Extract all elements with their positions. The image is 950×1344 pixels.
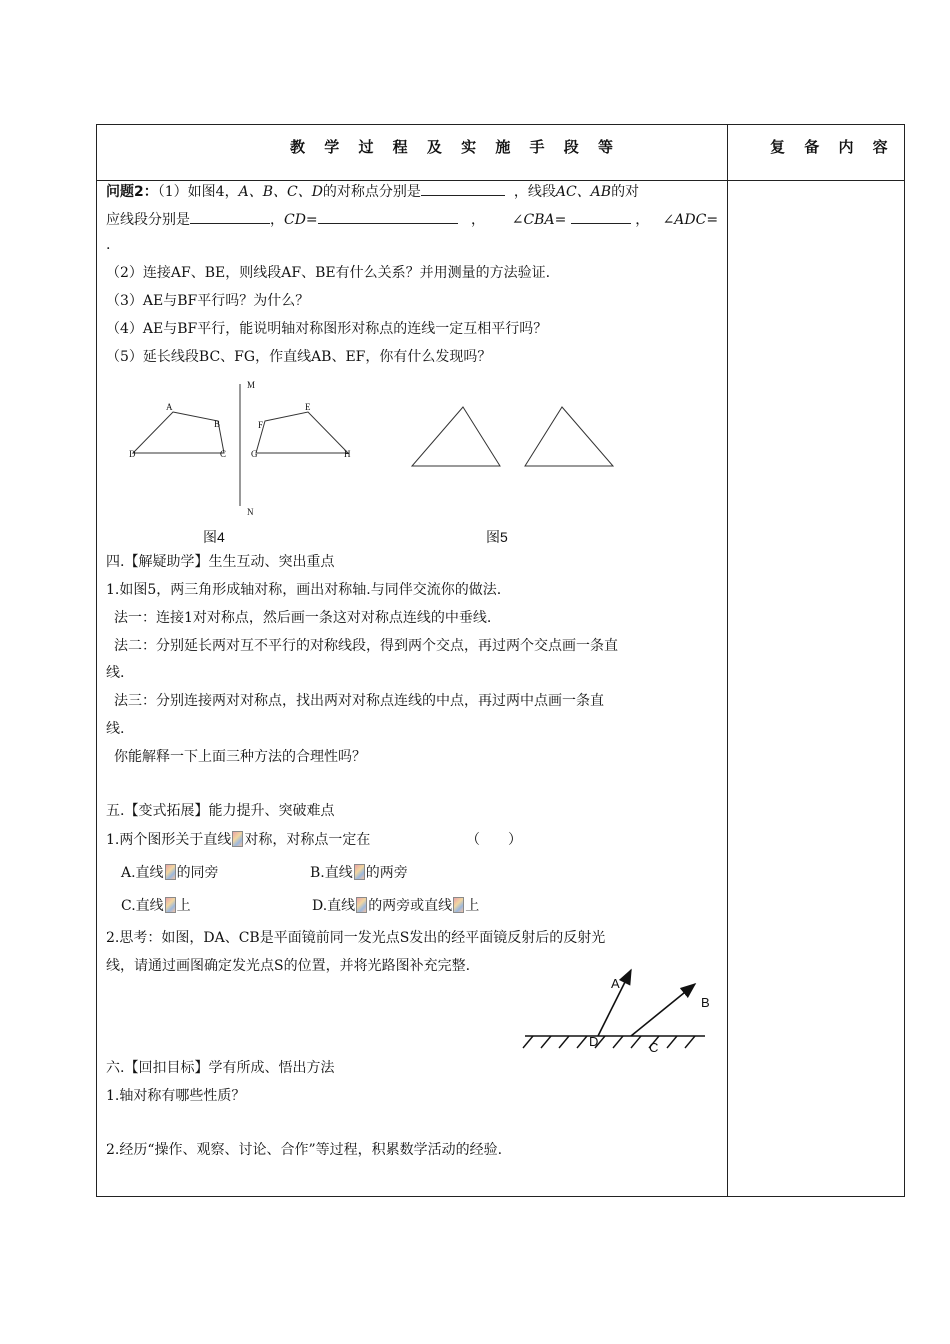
- fig4-label-h: H: [344, 449, 351, 459]
- sec4-method3b: 线.: [106, 721, 125, 737]
- fig4-label-a: A: [166, 402, 173, 412]
- option-a[interactable]: [121, 864, 219, 882]
- sec6-p1: 1.轴对称有哪些性质？: [106, 1088, 246, 1104]
- q2-cba: ∠CBA=: [511, 212, 567, 228]
- blank-3[interactable]: [318, 209, 458, 224]
- figure-4: [120, 378, 370, 518]
- q2-line2: [106, 209, 718, 229]
- triangle-left: [412, 407, 500, 466]
- fig4-label-e: E: [305, 402, 311, 412]
- option-a-text2: 的同旁: [176, 865, 219, 881]
- option-d[interactable]: [312, 897, 479, 915]
- line-l-symbol-icon: [356, 897, 367, 913]
- q2-segments: AC、AB: [555, 184, 612, 200]
- q2-l1a: （1）如图4，: [157, 184, 239, 200]
- fig5-caption: 图5: [486, 529, 508, 545]
- option-b[interactable]: [310, 864, 408, 882]
- lesson-table: [96, 124, 905, 1197]
- header-review-content: 复 备 内 容: [770, 138, 895, 156]
- sec4-title: 四.【解疑助学】生生互动、突出重点: [106, 554, 335, 570]
- line-l-symbol-icon: [354, 864, 365, 880]
- sec5-p2b: 线，请通过画图确定发光点S的位置，并将光路图补充完整.: [106, 958, 471, 974]
- sec5-p1b: 对称，对称点一定在: [244, 832, 371, 848]
- option-c-text2: 上: [176, 898, 191, 914]
- quadrilateral-abcd: [133, 412, 224, 453]
- sec6-title: 六.【回扣目标】学有所成、悟出方法: [106, 1060, 335, 1076]
- blank-1[interactable]: [421, 181, 505, 196]
- mirror-label-a: A: [611, 976, 620, 991]
- sec4-method2a: 法二：分别延长两对互不平行的对称线段，得到两个交点，再过两个交点画一条直: [114, 638, 618, 654]
- figure-5: [405, 400, 625, 475]
- fig4-label-b: B: [214, 419, 221, 429]
- q2-label: 问题2：: [106, 184, 158, 200]
- q2-sub5: （5）延长线段BC、FG，作直线AB、EF，你有什么发现吗？: [106, 349, 492, 365]
- q2-sub4: （4）AE与BF平行，能说明轴对称图形对称点的连线一定互相平行吗？: [106, 321, 548, 337]
- fig4-label-g: G: [251, 449, 258, 459]
- line-l-symbol-icon: [453, 897, 464, 913]
- fig4-label-c: C: [220, 449, 227, 459]
- q2-l1c: ，线段: [513, 184, 556, 200]
- sec5-p2a: 2.思考：如图，DA、CB是平面镜前同一发光点S发出的经平面镜反射后的反射光: [106, 930, 606, 946]
- q2-adc: ∠ADC=: [662, 212, 719, 228]
- sec6-p2: 2.经历“操作、观察、讨论、合作”等过程，积累数学活动的经验.: [106, 1142, 503, 1158]
- ray-cb: [631, 984, 695, 1036]
- sec4-method2b: 线.: [106, 665, 125, 681]
- mirror-label-d: D: [589, 1034, 599, 1049]
- blank-4[interactable]: [571, 209, 631, 224]
- q2-l2a: 应线段分别是: [106, 212, 190, 228]
- option-d-text2: 的两旁或直线: [368, 898, 453, 914]
- fig4-label-f: F: [258, 420, 264, 430]
- sec5-answer-paren[interactable]: （ ）: [466, 832, 522, 848]
- fig4-label-n: N: [247, 507, 254, 517]
- q2-sub2: （2）连接AF、BE，则线段AF、BE有什么关系？并用测量的方法验证.: [106, 265, 551, 281]
- sec4-method1: 法一：连接1对对称点，然后画一条这对对称点连线的中垂线.: [114, 610, 492, 626]
- fig4-label-d: D: [129, 449, 136, 459]
- sec5-title: 五.【变式拓展】能力提升、突破难点: [106, 803, 335, 819]
- sec4-question: 你能解释一下上面三种方法的合理性吗？: [114, 749, 366, 765]
- option-b-text2: 的两旁: [365, 865, 408, 881]
- option-a-text1: A.直线: [121, 865, 164, 881]
- comma-3: ，: [635, 212, 650, 228]
- q2-cd: CD=: [284, 212, 318, 228]
- column-divider: [727, 124, 728, 1197]
- line-l-symbol-icon: [165, 864, 176, 880]
- q2-line3: .: [106, 237, 111, 253]
- option-b-text1: B.直线: [310, 865, 353, 881]
- mirror-label-c: C: [649, 1040, 659, 1055]
- sec4-method3a: 法三：分别连接两对对称点，找出两对对称点连线的中点，再过两中点画一条直: [114, 693, 604, 709]
- sec4-p1: 1.如图5，两三角形成轴对称，画出对称轴.与同伴交流你的做法.: [106, 582, 502, 598]
- q2-line1: [106, 181, 639, 201]
- comma-1: ，: [270, 212, 284, 228]
- line-l-symbol-icon: [232, 831, 243, 847]
- mirror-label-b: B: [701, 995, 710, 1010]
- header-teaching-process: 教 学 过 程 及 实 施 手 段 等: [290, 138, 621, 156]
- line-l-symbol-icon: [165, 897, 176, 913]
- fig4-label-m: M: [247, 380, 256, 390]
- q2-l1b: 的对称点分别是: [322, 184, 421, 200]
- option-c-text1: C.直线: [121, 898, 164, 914]
- option-c[interactable]: [121, 897, 191, 915]
- comma-2: ，: [471, 212, 486, 228]
- q2-l1d: 的对: [611, 184, 640, 200]
- sec5-p1: [106, 831, 370, 849]
- sec5-p1a: 1.两个图形关于直线: [106, 832, 232, 848]
- triangle-right: [525, 407, 613, 466]
- mirror-hatching: [523, 1036, 695, 1048]
- quadrilateral-fegh: [256, 412, 348, 453]
- option-d-text3: 上: [465, 898, 480, 914]
- q2-points: A、B、C、D: [238, 184, 323, 200]
- fig4-caption: 图4: [203, 529, 225, 545]
- q2-sub3: （3）AE与BF平行吗？为什么？: [106, 293, 310, 309]
- option-d-text1: D.直线: [312, 898, 356, 914]
- blank-2[interactable]: [190, 209, 270, 224]
